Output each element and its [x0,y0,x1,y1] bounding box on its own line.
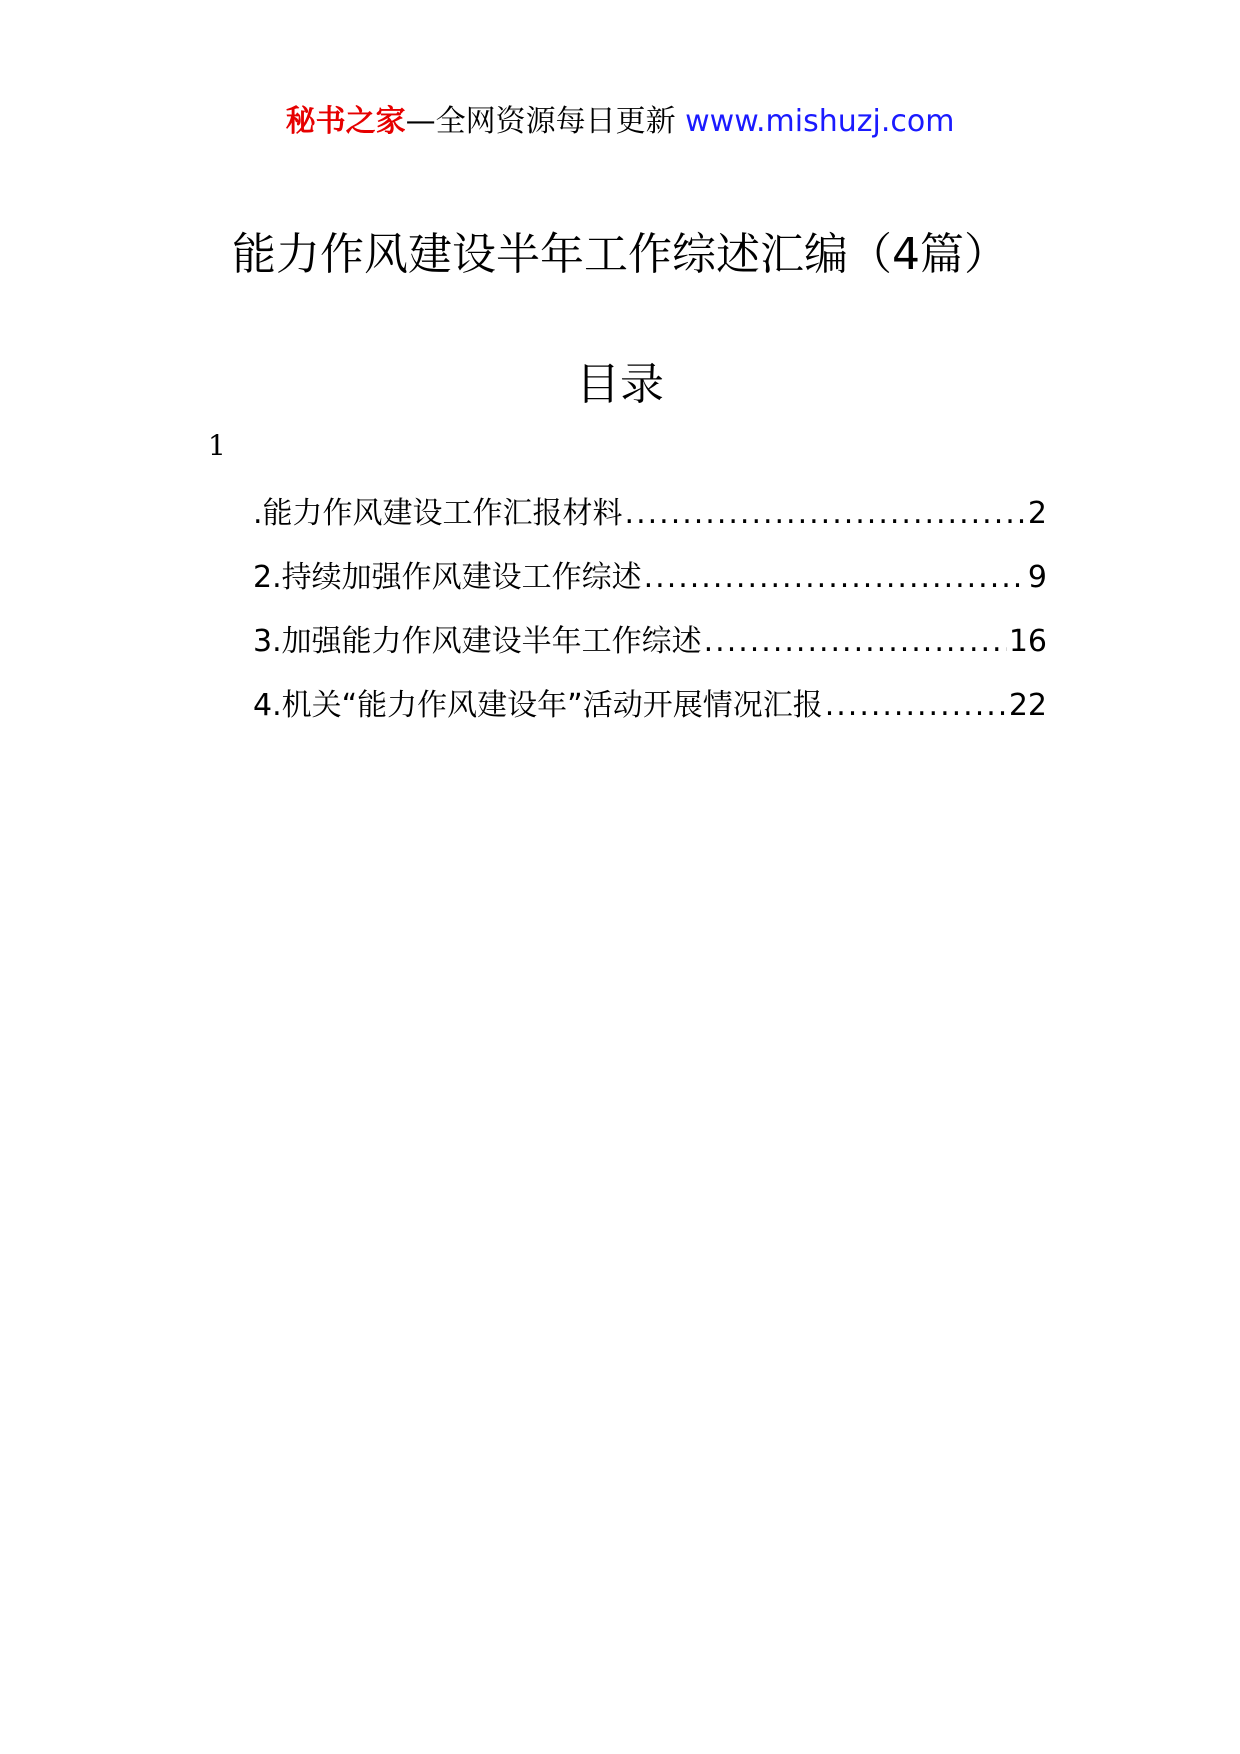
toc-entry-page: 9 [1027,560,1047,595]
toc-entry-title: .能力作风建设工作汇报材料 [253,496,623,531]
toc-heading: 目录 [576,359,664,410]
toc-entry-title: 4.机关“能力作风建设年”活动开展情况汇报 [253,688,823,723]
toc-dot-leader [644,556,1026,600]
toc-entry-title: 2.持续加强作风建设工作综述 [253,560,642,595]
toc-entry-4[interactable] [253,684,1047,748]
toc-entry-title: 3.加强能力作风建设半年工作综述 [253,624,702,659]
toc-entry-page: 2 [1027,496,1047,531]
toc-entry-3[interactable] [253,620,1047,684]
stray-list-number: 1 [208,429,226,462]
toc-entry-2[interactable] [253,556,1047,620]
site-header [0,100,1240,144]
header-tagline: —全网资源每日更新 [405,104,676,139]
table-of-contents [253,492,1047,748]
toc-dot-leader [625,492,1026,536]
toc-dot-leader [825,684,1007,728]
toc-entry-page: 22 [1008,688,1047,723]
site-url-link[interactable]: www.mishuzj.com [685,104,955,139]
toc-dot-leader [704,620,1007,664]
document-title: 能力作风建设半年工作综述汇编（4篇） [232,229,1008,280]
toc-entry-page: 16 [1008,624,1047,659]
brand-name: 秘书之家 [285,104,406,139]
toc-entry-1[interactable] [253,492,1047,556]
